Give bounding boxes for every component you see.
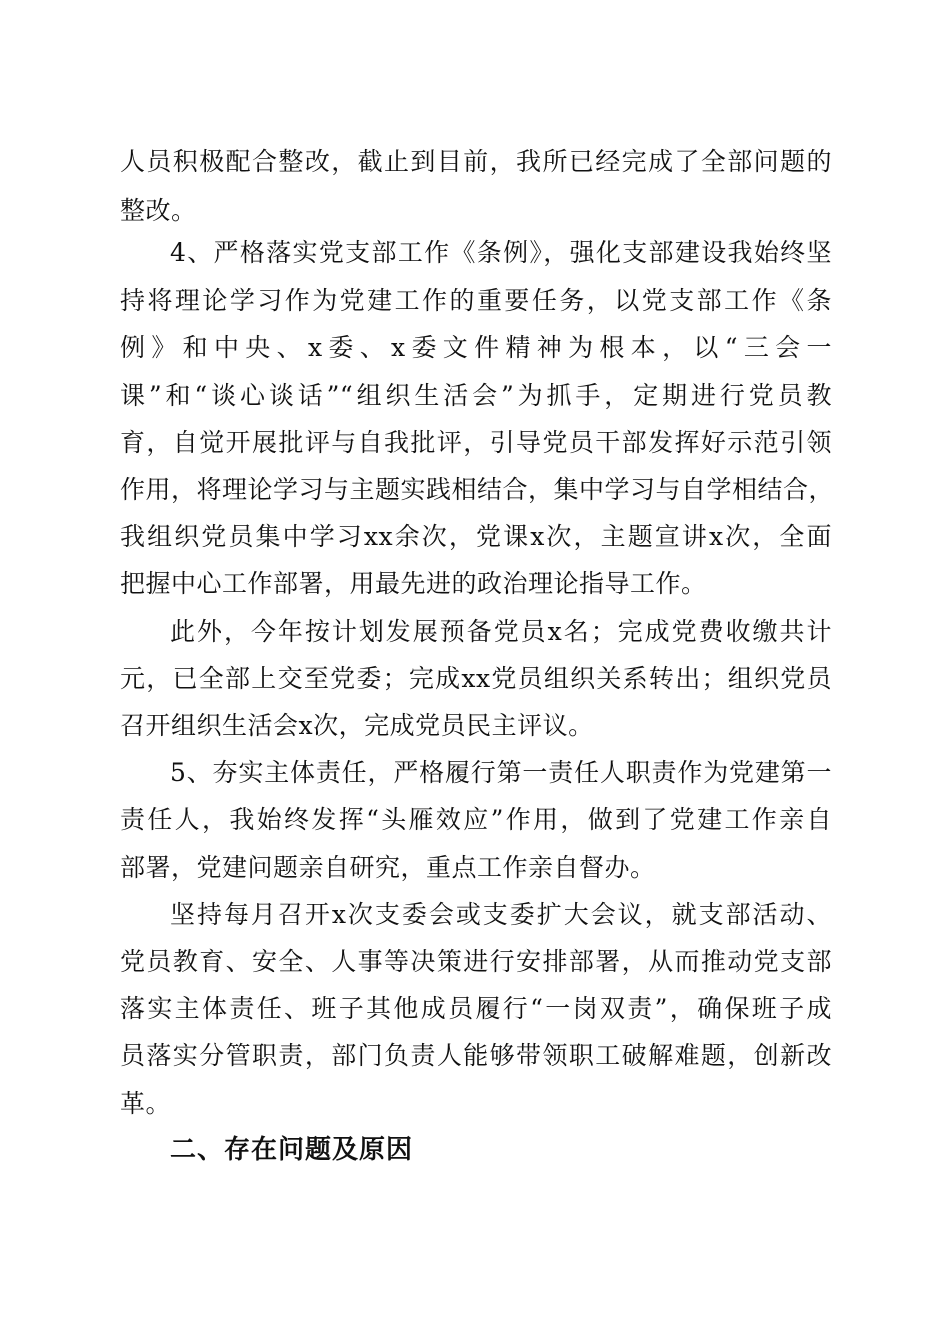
paragraph-line: 4、严格落实党支部工作《条例》，强化支部建设我始终坚 (170, 238, 832, 267)
paragraph-line: 持将理论学习作为党建工作的重要任务，以党支部工作《条 (120, 286, 832, 315)
paragraph-line: 把握中心工作部署，用最先进的政治理论指导工作。 (120, 569, 707, 598)
paragraph-line: 召开组织生活会x次，完成党员民主评议。 (120, 711, 594, 740)
paragraph-line: 课”和“谈心谈话”“组织生活会”为抓手，定期进行党员教 (120, 381, 832, 410)
section-heading: 二、存在问题及原因 (170, 1135, 414, 1165)
paragraph-line: 落实主体责任、班子其他成员履行“一岗双责”，确保班子成 (120, 994, 832, 1023)
paragraph-line: 员落实分管职责，部门负责人能够带领职工破解难题，创新改 (120, 1041, 832, 1070)
paragraph-line: 此外，今年按计划发展预备党员x名；完成党费收缴共计 (170, 617, 832, 646)
paragraph-line: 育，自觉开展批评与自我批评，引导党员干部发挥好示范引领 (120, 428, 832, 457)
paragraph-line: 责任人，我始终发挥“头雁效应”作用，做到了党建工作亲自 (120, 805, 832, 834)
paragraph-line: 作用，将理论学习与主题实践相结合，集中学习与自学相结合， (120, 475, 835, 504)
paragraph-line: 整改。 (120, 196, 197, 225)
paragraph-line: 人员积极配合整改，截止到目前，我所已经完成了全部问题的 (120, 147, 832, 176)
paragraph-line: 党员教育、安全、人事等决策进行安排部署，从而推动党支部 (120, 947, 832, 976)
paragraph-line: 部署，党建问题亲自研究，重点工作亲自督办。 (120, 853, 656, 882)
paragraph-line: 我组织党员集中学习xx余次，党课x次，主题宣讲x次，全面 (120, 522, 832, 551)
paragraph-line: 5、夯实主体责任，严格履行第一责任人职责作为党建第一 (170, 758, 832, 787)
paragraph-line: 元，已全部上交至党委；完成xx党员组织关系转出；组织党员 (120, 664, 832, 693)
paragraph-line: 坚持每月召开x次支委会或支委扩大会议，就支部活动、 (170, 900, 832, 929)
paragraph-line: 例》和中央、x委、x委文件精神为根本，以“三会一 (120, 333, 832, 362)
paragraph-line: 革。 (120, 1089, 172, 1118)
